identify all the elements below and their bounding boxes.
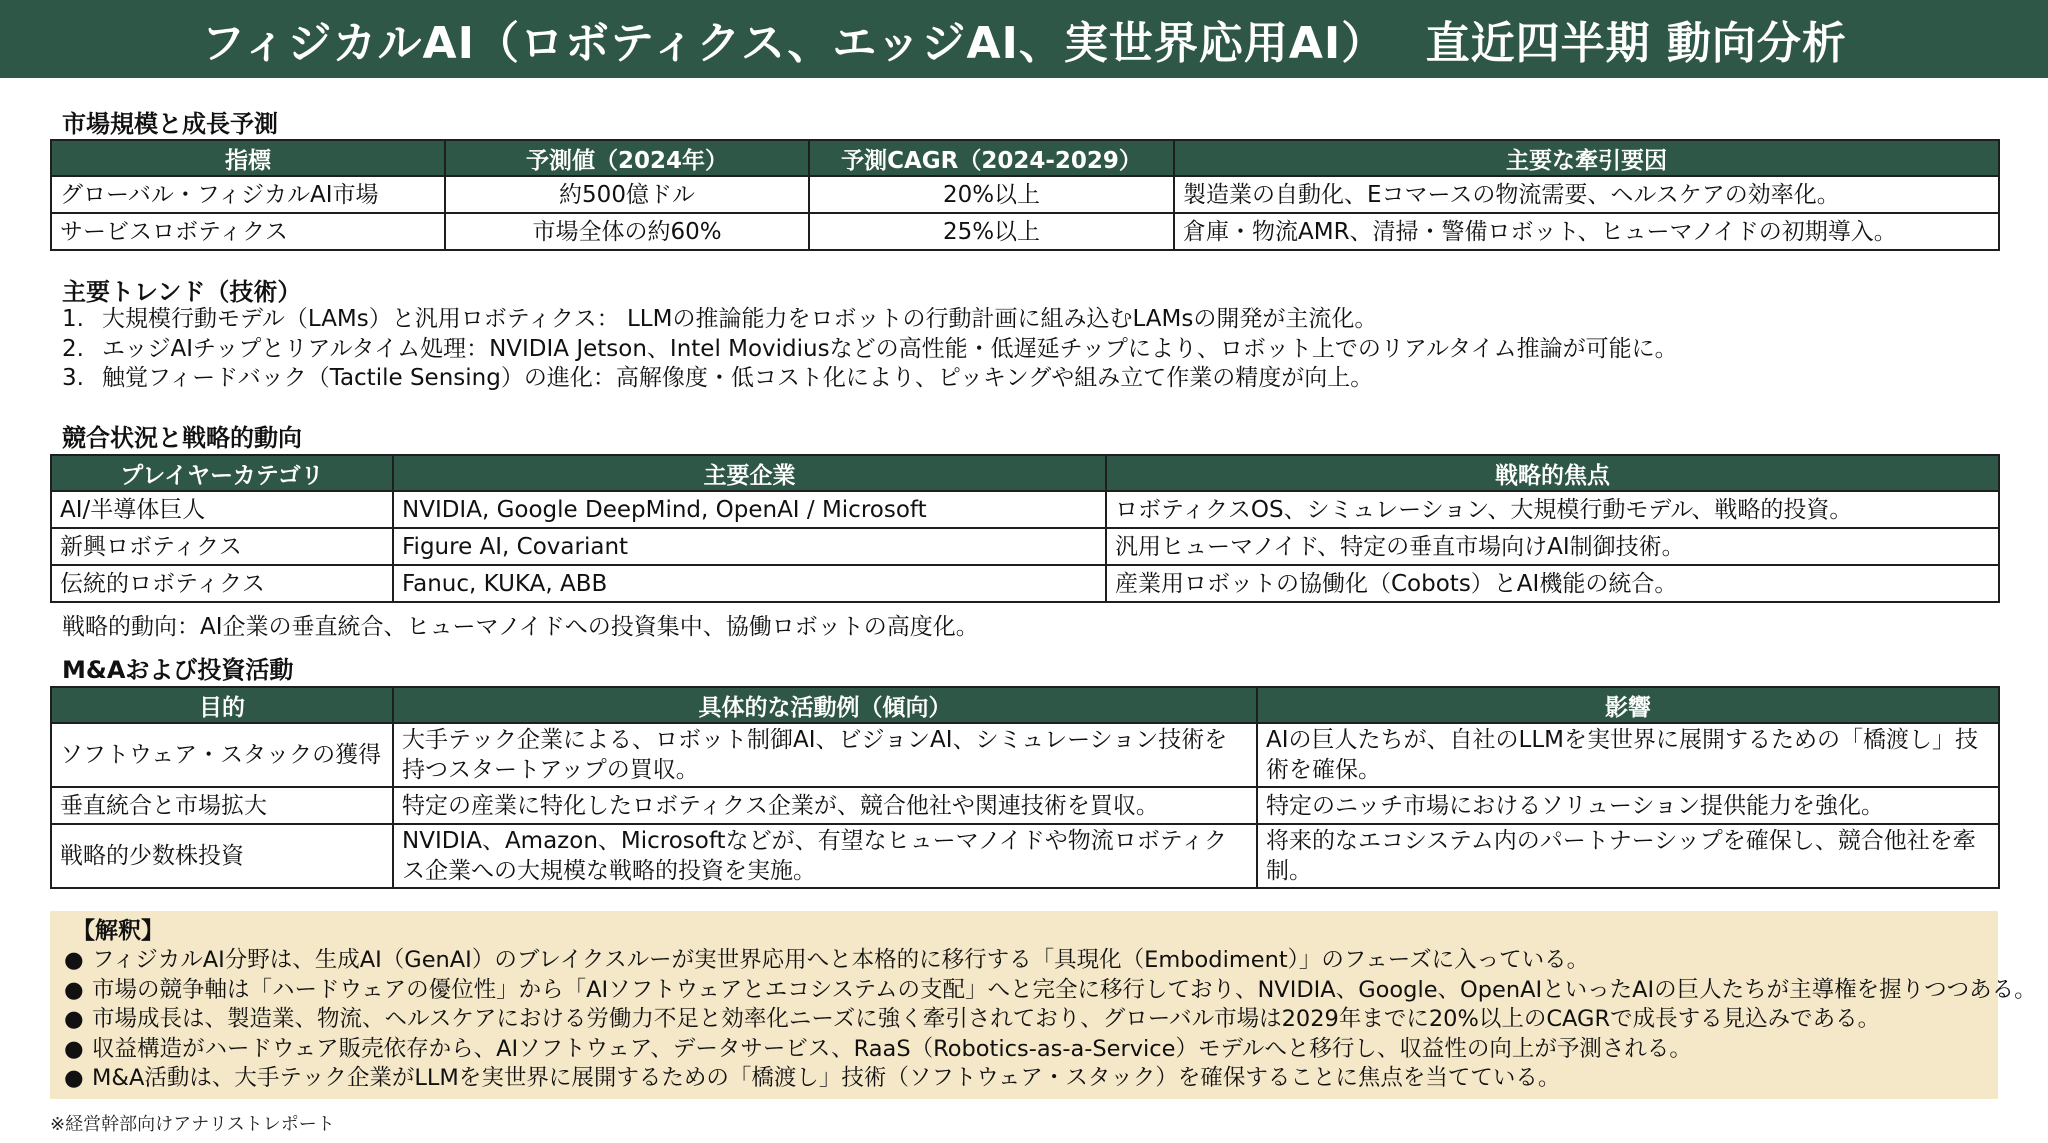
list-item [64, 1035, 1978, 1065]
bullet-icon: ● [64, 947, 84, 973]
list-item [62, 364, 2002, 394]
table-header-row [51, 455, 1999, 491]
market-table [50, 139, 2000, 251]
table-cell: 製造業の自動化、Eコマースの物流需要、ヘルスケアの効率化。 [1174, 176, 1999, 213]
interpretation-box [50, 911, 2037, 1099]
column-header: 目的 [51, 687, 393, 723]
table-cell: 産業用ロボットの協働化（Cobots）とAI機能の統合。 [1106, 565, 1999, 602]
table-row [51, 176, 1999, 213]
table-header-row [51, 140, 1999, 176]
column-header: 影響 [1257, 687, 1999, 723]
table-cell: 20%以上 [809, 176, 1174, 213]
table-cell: 倉庫・物流AMR、清掃・警備ロボット、ヒューマノイドの初期導入。 [1174, 213, 1999, 250]
column-header: 戦略的焦点 [1106, 455, 1999, 491]
table-cell: 新興ロボティクス [51, 528, 393, 565]
item-number: 1. [62, 306, 84, 332]
trends-list [62, 305, 2002, 394]
column-header: 具体的な活動例（傾向） [393, 687, 1257, 723]
footnote: ※経営幹部向けアナリストレポート [50, 1114, 335, 1135]
table-cell: 戦略的少数株投資 [51, 824, 393, 888]
title-banner [0, 0, 2048, 78]
table-cell: 約500億ドル [445, 176, 809, 213]
table-row [51, 528, 1999, 565]
item-text: 触覚フィードバック（Tactile Sensing）の進化：高解像度・低コスト化により、ピッキングや組み立て作業の精度が向上。 [102, 365, 1374, 391]
trends-heading: 主要トレンド（技術） [62, 278, 302, 306]
table-cell: 特定の産業に特化したロボティクス企業が、競合他社や関連技術を買収。 [393, 787, 1257, 824]
item-text: M&A活動は、大手テック企業がLLMを実世界に展開するための「橋渡し」技術（ソフトウェア・スタック）を確保することに焦点を当てている。 [92, 1065, 1561, 1091]
table-row [51, 723, 1999, 787]
item-text: 市場成長は、製造業、物流、ヘルスケアにおける労働力不足と効率化ニーズに強く牽引されており、グローバル市場は2029年までに20%以上のCAGRで成長する見込みである。 [92, 1006, 1881, 1032]
item-text: エッジAIチップとリアルタイム処理：NVIDIA Jetson、Intel Movidiusなどの高性能・低遅延チップにより、ロボット上でのリアルタイム推論が可能に。 [102, 335, 1678, 362]
item-text: フィジカルAI分野は、生成AI（GenAI）のブレイクスルーが実世界応用へと本格的に移行する「具現化（Embodiment）」のフェーズに入っている。 [92, 947, 1590, 973]
page-title: フィジカルAI（ロボティクス、エッジAI、実世界応用AI） 直近四半期 動向分析 [201, 18, 1847, 69]
table-cell: グローバル・フィジカルAI市場 [51, 176, 445, 213]
table-cell: 将来的なエコシステム内のパートナーシップを確保し、競合他社を牽制。 [1257, 824, 1999, 888]
table-cell: 汎用ヒューマノイド、特定の垂直市場向けAI制御技術。 [1106, 528, 1999, 565]
strategy-note: 戦略的動向：AI企業の垂直統合、ヒューマノイドへの投資集中、協働ロボットの高度化。 [62, 614, 979, 640]
bullet-icon: ● [64, 976, 84, 1003]
column-header: 主要な牽引要因 [1174, 140, 1999, 176]
column-header: 予測値（2024年） [445, 140, 809, 176]
table-cell: サービスロボティクス [51, 213, 445, 250]
list-item [64, 1064, 1978, 1094]
competition-heading: 競合状況と戦略的動向 [62, 424, 302, 452]
table-cell: NVIDIA、Amazon、Microsoftなどが、有望なヒューマノイドや物流ロボティクス企業への大規模な戦略的投資を実施。 [393, 824, 1257, 888]
item-text: 市場の競争軸は「ハードウェアの優位性」から「AIソフトウェアとエコシステムの支配」へと完全に移行しており、NVIDIA、Google、OpenAIといったAIの巨人たちが主導権を握りつつある。 [92, 976, 2037, 1003]
table-row [51, 491, 1999, 528]
table-cell: ロボティクスOS、シミュレーション、大規模行動モデル、戦略的投資。 [1106, 491, 1999, 528]
table-cell: NVIDIA, Google DeepMind, OpenAI / Microsoft [393, 491, 1106, 528]
table-cell: 伝統的ロボティクス [51, 565, 393, 602]
table-header-row [51, 687, 1999, 723]
bullet-icon: ● [64, 1035, 84, 1062]
item-number: 2. [62, 335, 84, 362]
table-cell: 市場全体の約60% [445, 213, 809, 250]
item-number: 3. [62, 365, 84, 391]
table-cell: 垂直統合と市場拡大 [51, 787, 393, 824]
list-item [62, 305, 2002, 335]
list-item [64, 1005, 1978, 1035]
interpretation-list [64, 946, 2037, 1094]
table-cell: 大手テック企業による、ロボット制御AI、ビジョンAI、シミュレーション技術を持つスタートアップの買収。 [393, 723, 1257, 787]
table-row [51, 787, 1999, 824]
list-item [64, 946, 1978, 976]
table-cell: Fanuc, KUKA, ABB [393, 565, 1106, 602]
column-header: プレイヤーカテゴリ [51, 455, 393, 491]
table-cell: Figure AI, Covariant [393, 528, 1106, 565]
table-cell: 特定のニッチ市場におけるソリューション提供能力を強化。 [1257, 787, 1999, 824]
column-header: 主要企業 [393, 455, 1106, 491]
bullet-icon: ● [64, 1006, 84, 1032]
item-text: 大規模行動モデル（LAMs）と汎用ロボティクス： LLMの推論能力をロボットの行動計画に組み込むLAMsの開発が主流化。 [102, 306, 1378, 332]
mna-table [50, 686, 2000, 889]
table-row [51, 824, 1999, 888]
column-header: 指標 [51, 140, 445, 176]
list-item [62, 335, 2002, 365]
table-row [51, 213, 1999, 250]
table-cell: AIの巨人たちが、自社のLLMを実世界に展開するための「橋渡し」技術を確保。 [1257, 723, 1999, 787]
list-item [64, 976, 2037, 1006]
table-cell: ソフトウェア・スタックの獲得 [51, 723, 393, 787]
item-text: 収益構造がハードウェア販売依存から、AIソフトウェア、データサービス、RaaS（Robotics-as-a-Service）モデルへと移行し、収益性の向上が予測される。 [92, 1035, 1692, 1062]
table-cell: AI/半導体巨人 [51, 491, 393, 528]
column-header: 予測CAGR（2024-2029） [809, 140, 1174, 176]
mna-heading: M&Aおよび投資活動 [62, 656, 294, 684]
competition-table [50, 454, 2000, 603]
table-cell: 25%以上 [809, 213, 1174, 250]
bullet-icon: ● [64, 1065, 84, 1091]
table-row [51, 565, 1999, 602]
market-heading: 市場規模と成長予測 [62, 110, 278, 138]
interpretation-heading: 【解釈】 [72, 918, 164, 944]
